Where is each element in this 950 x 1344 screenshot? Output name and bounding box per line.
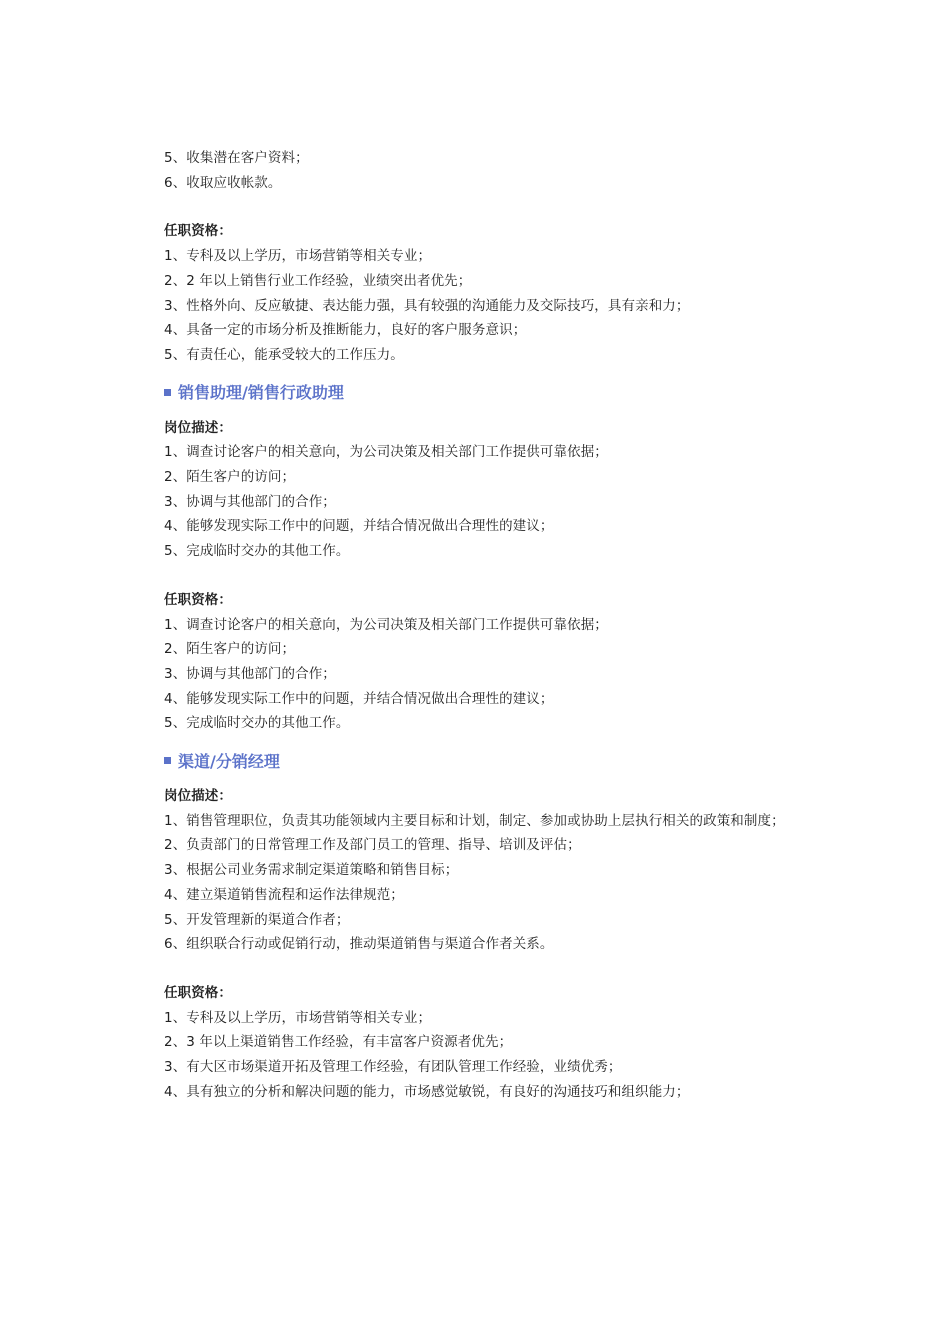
requirement-item: 3、协调与其他部门的合作； — [164, 665, 336, 682]
requirement-item: 2、陌生客户的访问； — [164, 641, 296, 658]
description-item: 1、调查讨论客户的相关意向，为公司决策及相关部门工作提供可靠依据； — [164, 444, 608, 461]
description-item: 3、根据公司业务需求制定渠道策略和销售目标； — [164, 862, 459, 879]
document-page — [164, 146, 804, 1105]
description-label: 岗位描述： — [164, 419, 232, 436]
spacer — [164, 195, 804, 219]
requirement-item: 5、有责任心，能承受较大的工作压力。 — [164, 346, 404, 363]
requirement-item: 3、性格外向、反应敏捷、表达能力强，具有较强的沟通能力及交际技巧，具有亲和力； — [164, 297, 690, 314]
requirement-item: 1、调查讨论客户的相关意向，为公司决策及相关部门工作提供可靠依据； — [164, 616, 608, 633]
description-label: 岗位描述： — [164, 788, 232, 805]
description-item: 4、能够发现实际工作中的问题，并结合情况做出合理性的建议； — [164, 518, 554, 535]
section-heading — [164, 747, 804, 773]
section-heading — [164, 379, 804, 405]
spacer — [164, 957, 804, 981]
description-item: 1、销售管理职位，负责其功能领域内主要目标和计划，制定、参加或协助上层执行相关的政策和制度； — [164, 812, 785, 829]
requirements-label: 任职资格： — [164, 591, 232, 608]
description-item: 5、完成临时交办的其他工作。 — [164, 543, 350, 560]
description-item: 4、建立渠道销售流程和运作法律规范； — [164, 886, 404, 903]
description-item: 5、开发管理新的渠道合作者； — [164, 911, 350, 928]
description-item: 6、组织联合行动或促销行动，推动渠道销售与渠道合作者关系。 — [164, 936, 554, 953]
requirement-item: 5、完成临时交办的其他工作。 — [164, 715, 350, 732]
requirement-item: 2、3 年以上渠道销售工作经验，有丰富客户资源者优先； — [164, 1034, 513, 1051]
requirements-label: 任职资格： — [164, 223, 232, 240]
spacer — [164, 564, 804, 588]
requirement-item: 1、专科及以上学历，市场营销等相关专业； — [164, 1009, 432, 1026]
duty-item: 6、收取应收帐款。 — [164, 174, 282, 191]
section-title: 销售助理/销售行政助理 — [178, 383, 344, 403]
description-item: 2、陌生客户的访问； — [164, 469, 296, 486]
requirement-item: 2、2 年以上销售行业工作经验，业绩突出者优先； — [164, 272, 472, 289]
requirement-item: 4、具有独立的分析和解决问题的能力，市场感觉敏锐，有良好的沟通技巧和组织能力； — [164, 1083, 690, 1100]
requirement-item: 4、具备一定的市场分析及推断能力，良好的客户服务意识； — [164, 322, 527, 339]
duty-item: 5、收集潜在客户资料； — [164, 150, 309, 166]
square-bullet-icon — [164, 389, 171, 396]
requirement-item: 4、能够发现实际工作中的问题，并结合情况做出合理性的建议； — [164, 690, 554, 707]
requirements-label: 任职资格： — [164, 984, 232, 1001]
section-title: 渠道/分销经理 — [178, 751, 280, 771]
description-item: 3、协调与其他部门的合作； — [164, 493, 336, 510]
requirement-item: 1、专科及以上学历，市场营销等相关专业； — [164, 248, 432, 265]
description-item: 2、负责部门的日常管理工作及部门员工的管理、指导、培训及评估； — [164, 837, 581, 854]
requirement-item: 3、有大区市场渠道开拓及管理工作经验，有团队管理工作经验，业绩优秀； — [164, 1059, 622, 1076]
square-bullet-icon — [164, 757, 171, 764]
